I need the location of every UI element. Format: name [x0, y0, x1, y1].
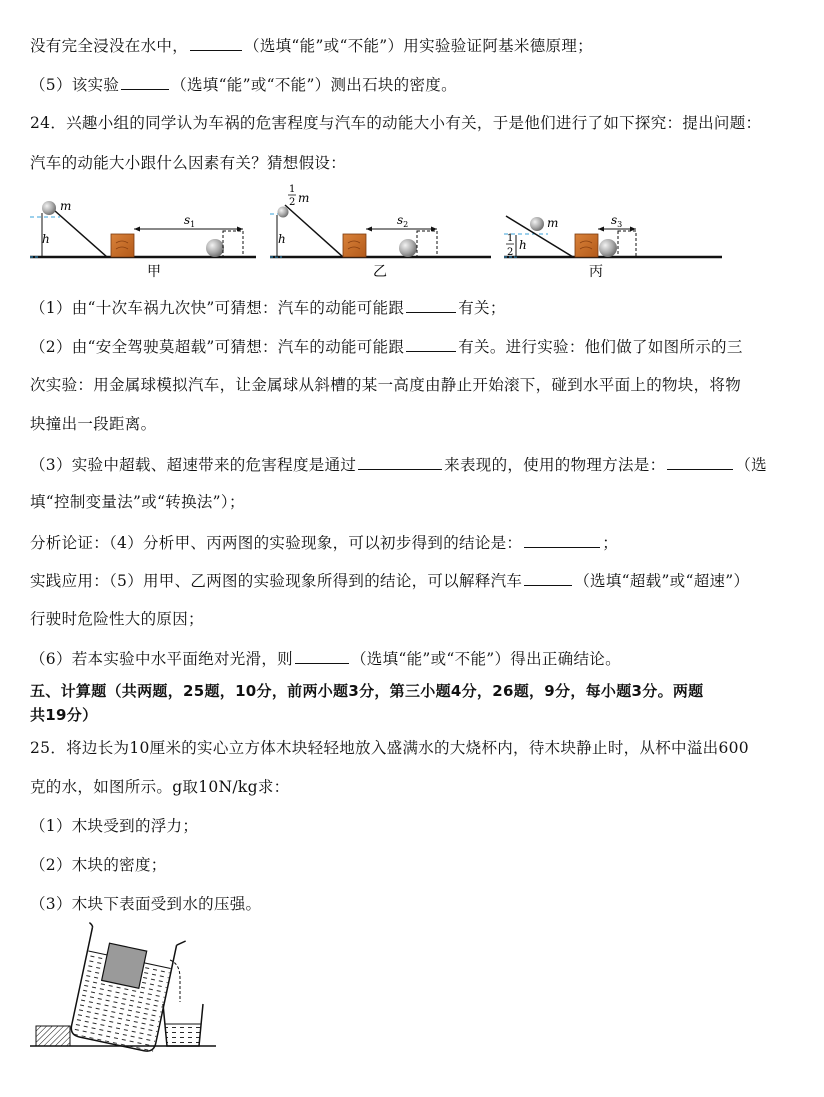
answer-blank[interactable] [524, 532, 600, 548]
question-25-part-2: （2）木块的密度； [30, 856, 167, 874]
text: （3）实验中超载、超速带来的危害程度是通过 [30, 456, 357, 474]
section-heading-cont: 共19分） [30, 706, 98, 724]
question-25-line-1: 25．将边长为10厘米的实心立方体木块轻轻地放入盛满水的大烧杯内，待木块静止时，从杯中溢出600 [30, 739, 749, 757]
text: （选填“能”或“不能”）测出石块的密度。 [171, 76, 457, 94]
answer-blank[interactable] [406, 297, 456, 313]
line-q2-cont: 次实验：用金属球模拟汽车，让金属球从斜槽的某一高度由静止开始滚下，碰到水平面上的物块，将物 [30, 376, 742, 394]
line-q1 [30, 297, 506, 318]
line-q3-cont: 填“控制变量法”或“转换法”）； [30, 493, 245, 511]
line-q4 [30, 532, 618, 553]
height-label: h [42, 232, 50, 246]
answer-blank[interactable] [190, 35, 242, 51]
text: （选填“超载”或“超速”） [574, 572, 750, 590]
text: （1）由“十次车祸九次快”可猜想：汽车的动能可能跟 [30, 299, 405, 317]
panel-c-label: 丙 [589, 264, 603, 280]
panel-a [30, 199, 256, 280]
panel-c [504, 213, 722, 280]
distance-s2-label: $s_2$ [397, 213, 409, 229]
mass-label: m [60, 199, 72, 213]
question-24-line-2: 汽车的动能大小跟什么因素有关？猜想假设： [30, 154, 347, 172]
text: 来表现的，使用的物理方法是： [444, 456, 666, 474]
panel-b [270, 184, 491, 280]
section-heading: 五、计算题（共两题，25题，10分，前两小题3分，第三小题4分，26题，9分，每小题3分。两题 [30, 682, 704, 700]
line-q2-cont2: 块撞出一段距离。 [30, 415, 157, 433]
height-label: h [519, 238, 527, 252]
text: 有关。进行实验：他们做了如图所示的三 [458, 338, 743, 356]
answer-blank[interactable] [667, 454, 733, 470]
line-q2 [30, 336, 743, 357]
line-q3 [30, 454, 767, 475]
mass-label: m [298, 191, 310, 205]
half-denominator: 2 [507, 247, 514, 258]
text: （选填“能”或“不能”）用实验验证阿基米德原理； [244, 37, 593, 55]
question-25-part-3: （3）木块下表面受到水的压强。 [30, 895, 262, 913]
text: 有关； [458, 299, 506, 317]
line-q5 [30, 570, 749, 591]
text: （6）若本实验中水平面绝对光滑，则 [30, 650, 293, 668]
text: ； [602, 534, 619, 552]
mass-label: m [547, 216, 559, 230]
line-2 [30, 74, 457, 95]
panel-b-label: 乙 [373, 264, 387, 280]
question-25-part-1: （1）木块受到的浮力； [30, 817, 199, 835]
line-1 [30, 35, 593, 56]
half-numerator: 1 [289, 184, 296, 195]
answer-blank[interactable] [406, 336, 456, 352]
answer-blank[interactable] [295, 648, 349, 664]
answer-blank[interactable] [358, 454, 442, 470]
answer-blank[interactable] [524, 570, 572, 586]
answer-blank[interactable] [121, 74, 169, 90]
text: （选 [735, 456, 767, 474]
height-label: h [278, 232, 286, 246]
text: （2）由“安全驾驶莫超载”可猜想：汽车的动能可能跟 [30, 338, 405, 356]
question-24-line-1: 24．兴趣小组的同学认为车祸的危害程度与汽车的动能大小有关，于是他们进行了如下探究：提出问题： [30, 114, 762, 132]
half-numerator: 1 [507, 233, 514, 244]
text: 没有完全浸没在水中， [30, 37, 189, 55]
text: （5）该实验 [30, 76, 120, 94]
experiment-figure [28, 183, 728, 283]
text: 实践应用：（5）用甲、乙两图的实验现象所得到的结论，可以解释汽车 [30, 572, 523, 590]
line-q6 [30, 648, 621, 669]
text: 分析论证：（4）分析甲、丙两图的实验现象，可以初步得到的结论是： [30, 534, 523, 552]
distance-s3-label: $s_3$ [611, 213, 623, 229]
panel-a-label: 甲 [147, 264, 161, 280]
line-q5-cont: 行驶时危险性大的原因； [30, 610, 204, 628]
text: （选填“能”或“不能”）得出正确结论。 [350, 650, 621, 668]
question-25-line-2: 克的水，如图所示。g取10N/kg求： [30, 778, 290, 796]
distance-s1-label: $s_1$ [184, 213, 196, 229]
half-denominator: 2 [289, 197, 296, 208]
beaker-figure [28, 920, 228, 1055]
